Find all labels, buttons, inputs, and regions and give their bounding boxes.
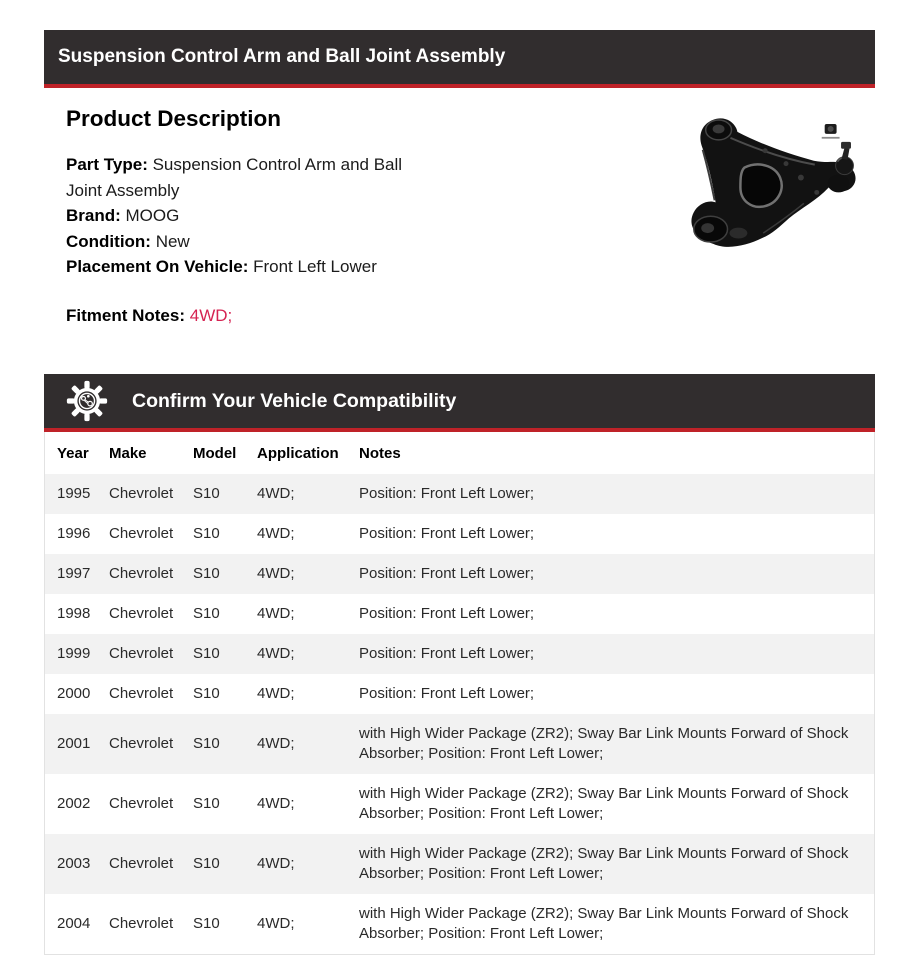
cell-model: S10 (193, 525, 220, 542)
column-header-application: Application (245, 432, 347, 474)
table-row (45, 594, 874, 634)
cell-year: 1996 (57, 525, 91, 542)
product-field-label: Part Type: (66, 155, 148, 174)
cell-year: 2002 (57, 795, 91, 812)
product-field-value: MOOG (120, 206, 180, 225)
cell-notes: Position: Front Left Lower; (359, 685, 535, 702)
cell-application: 4WD; (257, 645, 295, 662)
cell-year: 1998 (57, 605, 91, 622)
compatibility-title: Confirm Your Vehicle Compatibility (132, 389, 457, 412)
table-row (45, 834, 874, 894)
cell-application: 4WD; (257, 795, 295, 812)
cell-make: Chevrolet (109, 525, 174, 542)
gear-icon (66, 380, 108, 422)
cell-year: 1995 (57, 485, 91, 502)
table-row (45, 894, 874, 954)
cell-make: Chevrolet (109, 605, 174, 622)
cell-model: S10 (193, 485, 220, 502)
product-field (66, 229, 431, 255)
product-title-bar (44, 30, 875, 88)
compatibility-header-bar (44, 374, 875, 432)
cell-model: S10 (193, 855, 220, 872)
cell-notes: with High Wider Package (ZR2); Sway Bar Link Mounts Forward of Shock Absorber; Position: Front Left Lower; (359, 905, 849, 942)
cell-model: S10 (193, 735, 220, 752)
cell-notes: with High Wider Package (ZR2); Sway Bar Link Mounts Forward of Shock Absorber; Position: Front Left Lower; (359, 725, 849, 762)
cell-notes: Position: Front Left Lower; (359, 525, 535, 542)
fitment-notes-label: Fitment Notes: (66, 305, 185, 325)
table-row (45, 714, 874, 774)
product-field-label: Placement On Vehicle: (66, 257, 249, 276)
cell-notes: with High Wider Package (ZR2); Sway Bar Link Mounts Forward of Shock Absorber; Position: Front Left Lower; (359, 785, 849, 822)
cell-year: 2003 (57, 855, 91, 872)
product-field-label: Condition: (66, 231, 151, 251)
table-row (45, 474, 874, 514)
cell-application: 4WD; (257, 735, 295, 752)
cell-model: S10 (193, 645, 220, 662)
product-image (669, 106, 907, 260)
column-header-model: Model (181, 432, 245, 474)
product-fields (66, 152, 431, 280)
compatibility-section (44, 374, 875, 955)
product-field-value: Suspension Control Arm and Ball Joint Assembly (66, 155, 403, 200)
cell-year: 2000 (57, 685, 91, 702)
control-arm-photo-icon (669, 106, 907, 260)
page-title: Suspension Control Arm and Ball Joint Assembly (58, 46, 506, 67)
cell-make: Chevrolet (109, 685, 174, 702)
table-row (45, 634, 874, 674)
cell-model: S10 (193, 565, 220, 582)
cell-application: 4WD; (257, 525, 295, 542)
product-field-value: Front Left Lower (248, 257, 377, 276)
column-header-make: Make (97, 432, 181, 474)
product-field-label: Brand: (66, 206, 121, 225)
cell-make: Chevrolet (109, 735, 174, 752)
cell-notes: Position: Front Left Lower; (359, 605, 535, 622)
fitment-notes-value: 4WD; (189, 305, 233, 325)
cell-make: Chevrolet (109, 855, 174, 872)
cell-year: 1999 (57, 645, 91, 662)
cell-year: 2004 (57, 915, 91, 932)
cell-make: Chevrolet (109, 915, 174, 932)
cell-notes: with High Wider Package (ZR2); Sway Bar Link Mounts Forward of Shock Absorber; Position: Front Left Lower; (359, 845, 849, 882)
product-field (66, 254, 431, 280)
cell-application: 4WD; (257, 855, 295, 872)
cell-application: 4WD; (257, 685, 295, 702)
table-row (45, 774, 874, 834)
cell-application: 4WD; (257, 605, 295, 622)
cell-application: 4WD; (257, 485, 295, 502)
cell-make: Chevrolet (109, 795, 174, 812)
cell-year: 1997 (57, 565, 91, 582)
table-row (45, 554, 874, 594)
cell-make: Chevrolet (109, 485, 174, 502)
section-title-product-description: Product Description (66, 106, 282, 131)
product-description-section (44, 88, 875, 336)
column-header-notes: Notes (347, 432, 874, 474)
column-header-year: Year (45, 432, 97, 474)
product-field-value: New (150, 231, 190, 251)
fitment-notes (66, 306, 875, 326)
product-field (66, 203, 431, 229)
cell-model: S10 (193, 915, 220, 932)
compatibility-table-header-row (45, 432, 874, 474)
compatibility-table-body (45, 474, 874, 954)
cell-make: Chevrolet (109, 645, 174, 662)
product-field (66, 152, 431, 203)
table-row (45, 514, 874, 554)
table-row (45, 674, 874, 714)
cell-notes: Position: Front Left Lower; (359, 645, 535, 662)
cell-notes: Position: Front Left Lower; (359, 565, 535, 582)
cell-application: 4WD; (257, 565, 295, 582)
cell-model: S10 (193, 605, 220, 622)
cell-make: Chevrolet (109, 565, 174, 582)
cell-model: S10 (193, 685, 220, 702)
compatibility-table (44, 432, 875, 955)
cell-notes: Position: Front Left Lower; (359, 485, 535, 502)
cell-year: 2001 (57, 735, 91, 752)
cell-model: S10 (193, 795, 220, 812)
cell-application: 4WD; (257, 915, 295, 932)
